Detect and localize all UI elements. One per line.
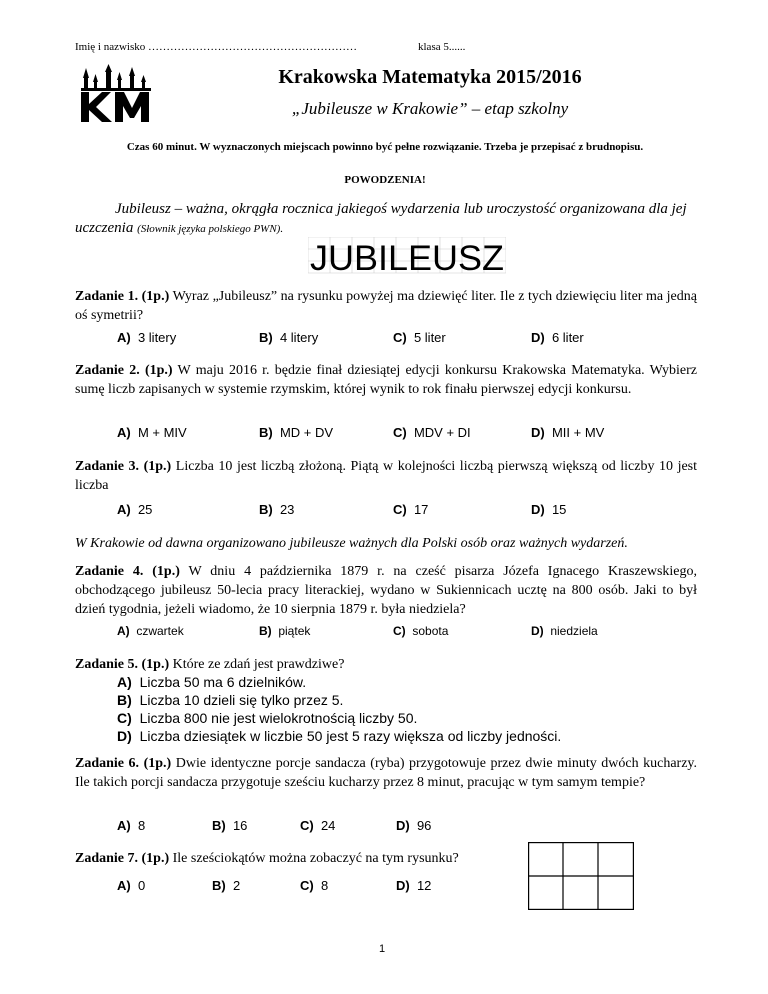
task-3-label: Zadanie 3. (1p.): [75, 459, 172, 474]
task-1-text: Wyraz „Jubileusz” na rysunku powyżej ma dziewięć liter. Ile z tych dziewięciu liter ma jedną oś symetrii?: [75, 289, 697, 323]
task-4: [75, 562, 697, 619]
class-line: klasa 5......: [418, 41, 466, 53]
page-title: Krakowska Matematyka 2015/2016: [278, 66, 582, 88]
task-3-option-c[interactable]: C) 17: [393, 502, 429, 517]
task-6-text: Dwie identyczne porcje sandacza (ryba) przygotowuje przez dwie minuty dwóch kucharzy. Ile takich porcji sandacza przygotuje sześciu kucharzy przez 8 minut, pracując w tym samym tempie?: [75, 756, 698, 790]
task-7-option-b[interactable]: B) 2: [212, 878, 241, 893]
jubileusz-word-image: [308, 237, 506, 275]
task-5-option-b[interactable]: B) Liczba 10 dzieli się tylko przez 5.: [117, 692, 344, 708]
km-logo: [78, 64, 156, 128]
task-6: [75, 754, 697, 792]
task-4-option-b[interactable]: B) piątek: [259, 624, 311, 638]
task-6-option-c[interactable]: C) 24: [300, 818, 336, 833]
task-3-text: Liczba 10 jest liczbą złożoną. Piątą w kolejności liczbą pierwszą większą od liczby 10 jest liczba: [75, 459, 698, 493]
task-3-option-d[interactable]: D) 15: [531, 502, 567, 517]
svg-text:JUBILEUSZ: JUBILEUSZ: [310, 239, 504, 275]
task-3: [75, 457, 697, 495]
task-7-text: Ile sześciokątów można zobaczyć na tym rysunku?: [172, 851, 459, 866]
task-5-option-c[interactable]: C) Liczba 800 nie jest wielokrotnością liczby 50.: [117, 710, 418, 726]
task-5-option-a[interactable]: A) Liczba 50 ma 6 dzielników.: [117, 674, 307, 690]
task-1: [75, 287, 697, 325]
task-2-label: Zadanie 2. (1p.): [75, 363, 173, 378]
task-2-option-a[interactable]: A) M + MIV: [117, 425, 187, 440]
task-4-option-c[interactable]: C) sobota: [393, 624, 449, 638]
page-subtitle: „Jubileusze w Krakowie” – etap szkolny: [291, 99, 569, 118]
name-line: Imię i nazwisko …………………………………………………: [75, 41, 358, 53]
task-4-label: Zadanie 4. (1p.): [75, 564, 180, 579]
task-5-option-d[interactable]: D) Liczba dziesiątek w liczbie 50 jest 5 razy większa od liczby jedności.: [117, 728, 562, 744]
definition: [75, 200, 697, 239]
task-3-option-b[interactable]: B) 23: [259, 502, 295, 517]
task-6-option-b[interactable]: B) 16: [212, 818, 248, 833]
task-7-label: Zadanie 7. (1p.): [75, 851, 170, 866]
task-2-text: W maju 2016 r. będzie finał dziesiątej edycji konkursu Krakowska Matematyka. Wybierz sumę liczb zapisanych w systemie rzymskim, której wynik to rok finału pierwszej edycji konkursu.: [75, 363, 698, 397]
good-luck: POWODZENIA!: [344, 174, 426, 186]
task-4-text: W dniu 4 października 1879 r. na cześć pisarza Józefa Ignacego Kraszewskiego, obchodzącego jubileusz 50-lecia pracy literackiej, wydano w Sukiennicach ucztę na 800 osób. Jaki to był dzień tygodnia, jeżeli wiadomo, że 10 sierpnia 1879 r. była niedziela?: [75, 564, 698, 617]
task-7-option-c[interactable]: C) 8: [300, 878, 329, 893]
task-4-option-d[interactable]: D) niedziela: [531, 624, 598, 638]
task-3-option-a[interactable]: A) 25: [117, 502, 153, 517]
instructions: Czas 60 minut. W wyznaczonych miejscach powinno być pełne rozwiązanie. Trzeba je przepisać z brudnopisu.: [126, 141, 644, 153]
task-4-option-a[interactable]: A) czwartek: [117, 624, 184, 638]
task-1-option-a[interactable]: A) 3 litery: [117, 330, 177, 345]
definition-source: (Słownik języka polskiego PWN).: [137, 223, 284, 235]
task-1-option-c[interactable]: C) 5 liter: [393, 330, 446, 345]
task-6-option-a[interactable]: A) 8: [117, 818, 146, 833]
task-7-option-d[interactable]: D) 12: [396, 878, 432, 893]
task-2-option-d[interactable]: D) MII + MV: [531, 425, 605, 440]
task-1-option-d[interactable]: D) 6 liter: [531, 330, 584, 345]
page-number: 1: [379, 943, 386, 955]
task-5-options: [117, 673, 561, 745]
task-2: [75, 361, 697, 399]
task-6-option-d[interactable]: D) 96: [396, 818, 432, 833]
task-2-option-b[interactable]: B) MD + DV: [259, 425, 334, 440]
definition-text: Jubileusz – ważna, okrągła rocznica jakiegoś wydarzenia lub uroczystość organizowana dla jej uczczenia: [75, 201, 687, 236]
task-6-label: Zadanie 6. (1p.): [75, 756, 172, 771]
krakow-intro: W Krakowie od dawna organizowano jubileusze ważnych dla Polski osób oraz ważnych wydarzeń.: [75, 536, 628, 551]
task-2-option-c[interactable]: C) MDV + DI: [393, 425, 471, 440]
rectangle-grid-figure: [528, 842, 634, 910]
task-5-label: Zadanie 5. (1p.): [75, 657, 170, 672]
task-5-text: Które ze zdań jest prawdziwe?: [172, 657, 345, 672]
task-5: [75, 655, 697, 674]
task-1-option-b[interactable]: B) 4 litery: [259, 330, 319, 345]
task-7: [75, 849, 515, 868]
task-7-option-a[interactable]: A) 0: [117, 878, 146, 893]
task-1-label: Zadanie 1. (1p.): [75, 289, 170, 304]
